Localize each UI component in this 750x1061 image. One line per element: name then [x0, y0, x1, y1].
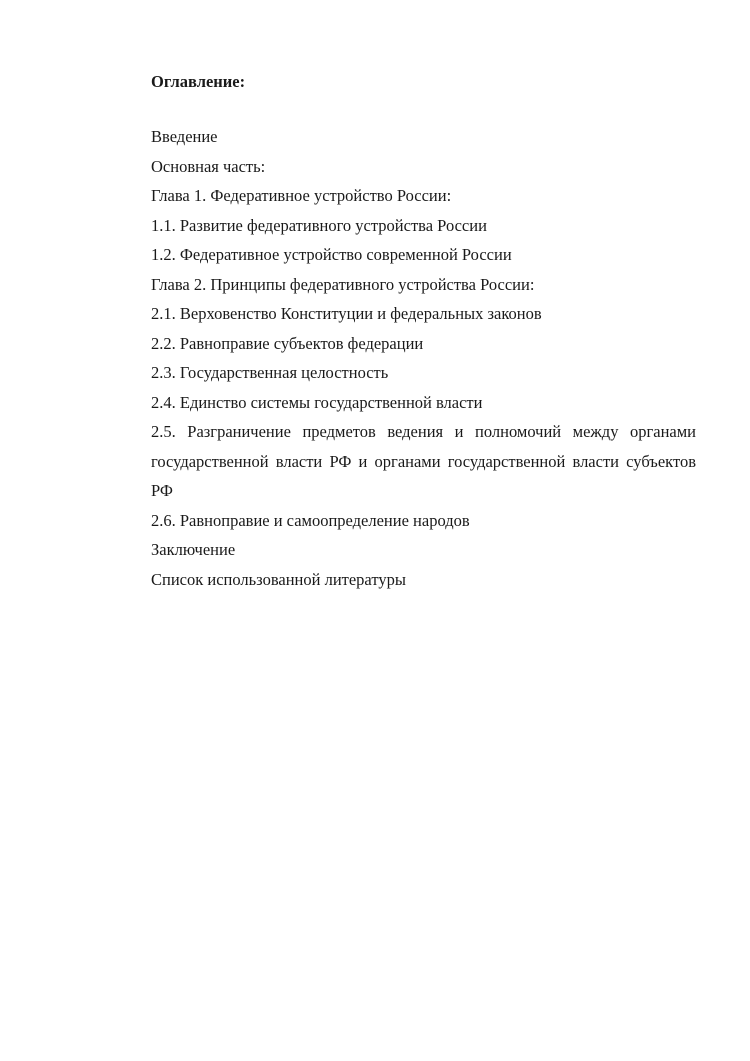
toc-item-chapter-2: Глава 2. Принципы федеративного устройства России: [151, 274, 535, 294]
toc-item-chapter-1: Глава 1. Федеративное устройство России: [151, 186, 452, 205]
toc-item-2-6: 2.6. Равноправие и самоопределение народов [151, 510, 470, 530]
toc-item-introduction: Введение [151, 127, 218, 146]
toc-item-1-1: 1.1. Развитие федеративного устройства России [151, 215, 487, 235]
toc-item-1-2: 1.2. Федеративное устройство современной России [151, 245, 512, 264]
toc-item-main-part: Основная часть: [151, 156, 266, 176]
toc-item-2-2: 2.2. Равноправие субъектов федерации [151, 333, 424, 353]
toc-item-conclusion: Заключение [151, 540, 236, 559]
table-of-contents [151, 122, 696, 594]
toc-item-2-1: 2.1. Верховенство Конституции и федеральных законов [151, 304, 542, 323]
toc-item-2-3: 2.3. Государственная целостность [151, 363, 389, 382]
toc-title: Оглавление: [151, 72, 246, 91]
toc-item-bibliography: Список использованной литературы [151, 569, 406, 589]
toc-item-2-5: 2.5. Разграничение предметов ведения и полномочий между органами государственной власти РФ и органами государственной власти субъектов РФ [151, 422, 696, 500]
toc-item-2-4: 2.4. Единство системы государственной власти [151, 392, 483, 412]
document-page [151, 70, 696, 594]
